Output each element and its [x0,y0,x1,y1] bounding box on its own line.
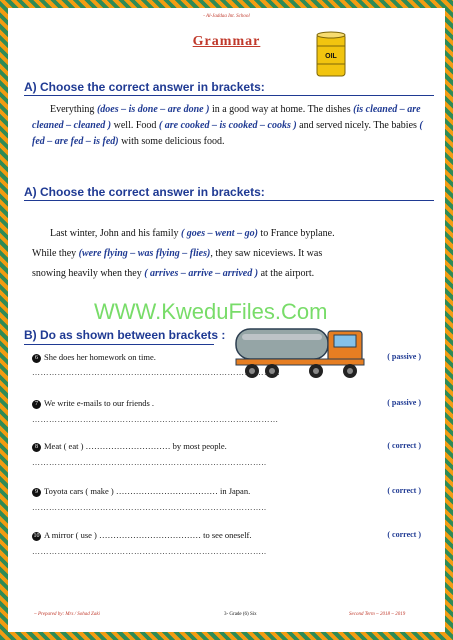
footer-author: ~ Prepared by: Mrs / Sohad Zaki [34,612,100,617]
text: well. Food [111,120,159,131]
answer-line[interactable]: ……………………………………………………………………….. [32,503,267,512]
option-group: (does – is done – are done ) [96,104,210,115]
question-number: 8 [32,443,41,452]
option-group: (were flying – was flying – flies) [78,248,211,259]
question-number: 6 [32,354,41,363]
footer-page: 3- Grade (6) Six [224,612,257,617]
question-text: She does her homework on time. [44,352,156,362]
page-title: Grammar [192,34,261,49]
section-heading-2: A) Choose the correct answer in brackets: [24,185,265,199]
question-text: Meat ( eat ) ………………………… by most people. [44,441,227,451]
text: snowing heavily when they [32,268,145,279]
divider [24,200,434,201]
option-group: ( arrives – arrive – arrived ) [144,268,259,279]
question-number: 9 [32,488,41,497]
text: , they saw niceviews. It was [210,248,323,259]
section-heading-3: B) Do as shown between brackets : [24,328,226,342]
school-name: - Al-Jaddaa Int. School [203,14,250,19]
question-number: 7 [32,400,41,409]
question-number: 10 [33,532,40,539]
question-text: We write e-mails to our friends . [44,398,155,408]
question-instruction: ( correct ) [387,530,421,539]
divider [24,95,434,96]
option-group: ( fed – are fed – is fed) [32,120,423,147]
footer-term: Second Term ~ 2018 ~ 2019 [349,612,406,617]
option-group: ( goes – went – go) [180,228,258,239]
answer-line[interactable]: …………………………………………………………………… ……... [32,368,280,377]
section-heading-1: A) Choose the correct answer in brackets: [24,80,265,94]
text: to France byplane. [257,228,335,239]
text: with some delicious food. [118,136,225,147]
question-instruction: ( correct ) [387,486,421,495]
question-instruction: ( correct ) [387,441,421,450]
text: in a good way at home. The dishes [209,104,354,115]
text: and served nicely. The babies [296,120,420,131]
barrel-label: OIL [325,53,337,60]
text: Everything [50,104,97,115]
question-instruction: ( passive ) [387,352,421,361]
option-group: ( are cooked – is cooked – cooks ) [158,120,297,131]
answer-line[interactable]: ……………………………………………………………………….. [32,547,267,556]
paragraph-2 [32,224,432,284]
divider [24,344,214,345]
text: at the airport. [258,268,315,279]
text: Last winter, John and his family [50,228,181,239]
watermark: WWW.KweduFiles.Com [94,299,328,324]
answer-line[interactable]: ……………………………………………………………………….. [32,458,267,467]
question-instruction: ( passive ) [387,398,421,407]
paragraph-1 [32,102,432,150]
answer-line[interactable]: …………………………………………………………………………… [32,415,279,424]
question-text: A mirror ( use ) ……………………………… to see oneself. [44,530,252,540]
option-group: (is cleaned – are cleaned – cleaned ) [32,104,421,131]
text: While they [32,248,79,259]
page [14,12,439,628]
oil-barrel-icon [314,30,348,80]
question-text: Toyota cars ( make ) ……………………………… in Japan. [44,486,251,496]
